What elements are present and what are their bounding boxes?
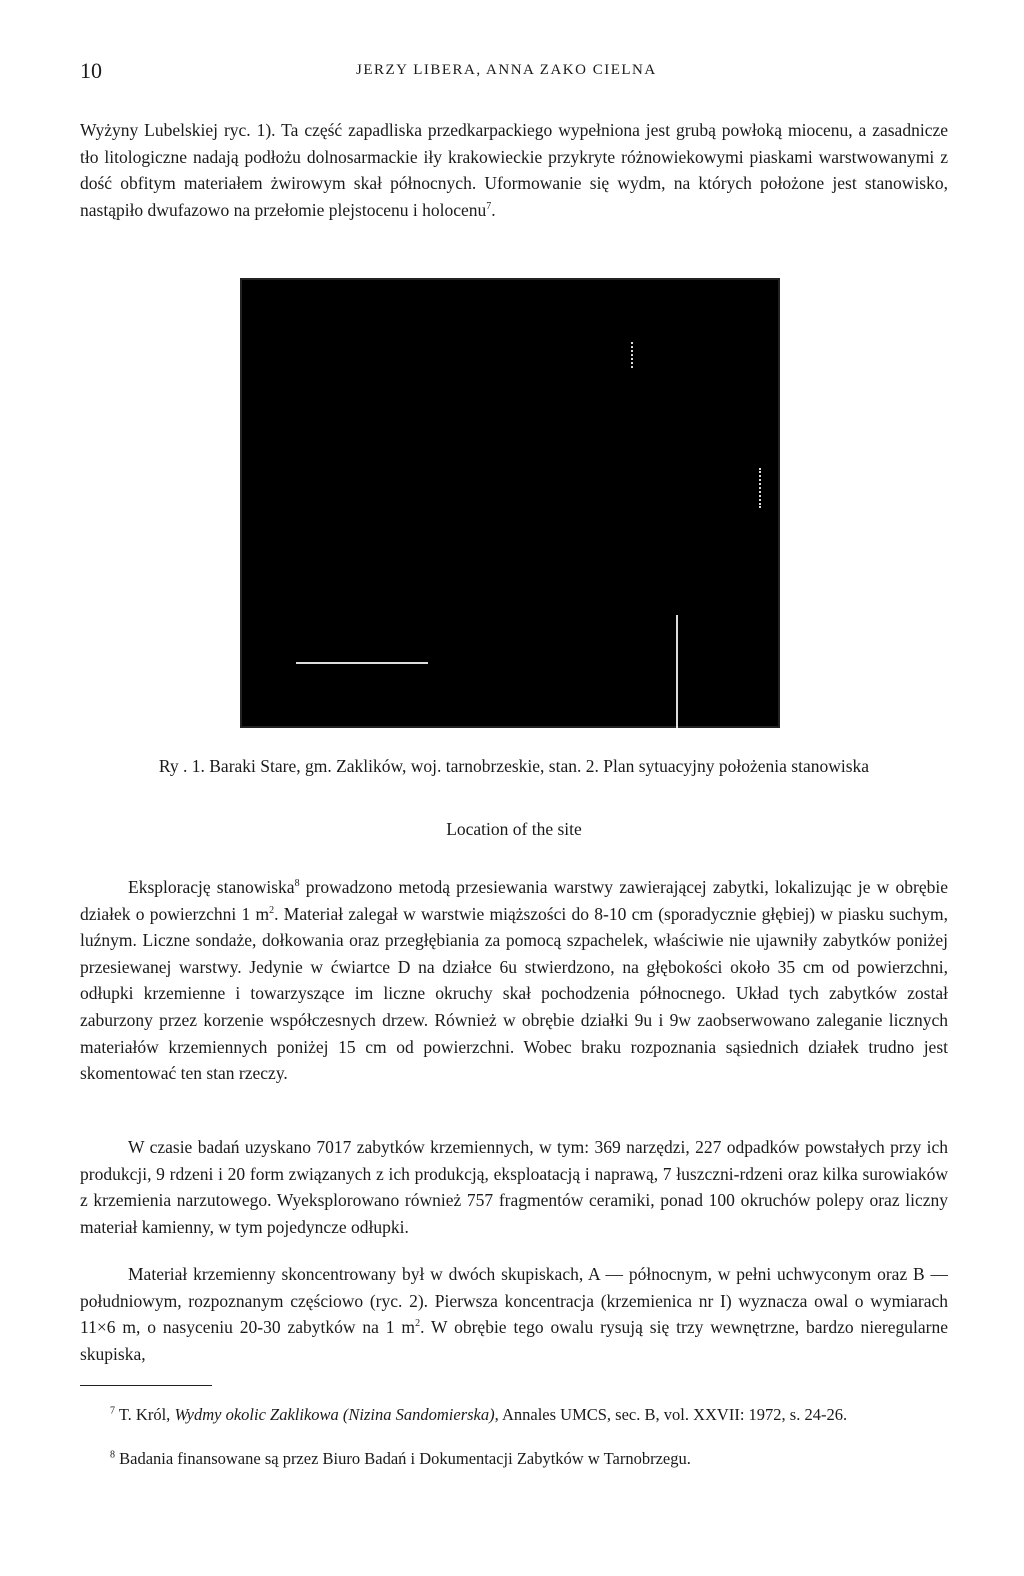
paragraph-intro	[80, 117, 948, 223]
footnote-author: T. Król,	[115, 1405, 175, 1424]
figure-caption-english: Location of the site	[446, 819, 582, 839]
footnote-text: , Annales UMCS, sec. B, vol. XXVII: 1972, s. 24-26.	[494, 1405, 848, 1424]
footnote-text: Badania finansowane są przez Biuro Badań i Dokumentacji Zabytków w Tarnobrzegu.	[115, 1449, 691, 1468]
site-location-map	[240, 278, 780, 728]
footnote-title: Wydmy okolic Zaklikowa (Nizina Sandomierska)	[174, 1405, 495, 1424]
paragraph-text: prowadzono metodą przesiewania warstwy zawierającej zabytki, lokalizując je w obrębie działek o powierzchni 1 m	[80, 877, 948, 924]
paragraph-text: . W obrębie tego owalu rysują się trzy wewnętrzne, bardzo nieregularne skupiska,	[80, 1317, 948, 1364]
paragraph-end: .	[491, 199, 496, 220]
figure-caption: Ry . 1. Baraki Stare, gm. Zaklików, woj. tarnobrzeskie, stan. 2. Plan sytuacyjny położenia stanowiska	[158, 756, 870, 776]
footnote-number: 7	[110, 1405, 115, 1417]
paragraph-finds: W czasie badań uzyskano 7017 zabytków krzemiennych, w tym: 369 narzędzi, 227 odpadków powstałych przy ich produkcji, 9 rdzeni i 20 form związanych z ich produkcją, eksploatacją i naprawą, 7 łuszczni-rdzeni oraz kilka surowiaków z krzemienia narzutowego. Wyeksplorowano również 757 fragmentów ceramiki, ponad 100 okruchów polepy oraz liczny materiał kamienny, w tym pojedyncze odłupki.	[80, 1137, 948, 1237]
superscript: 2	[269, 904, 275, 916]
map-dotted-line	[631, 342, 633, 368]
footnote-7	[80, 1404, 948, 1426]
footnote-8	[80, 1448, 948, 1470]
footnote-rule	[80, 1385, 212, 1386]
page-number: 10	[80, 58, 102, 83]
paragraph-text: Eksplorację stanowiska	[128, 877, 295, 897]
superscript: 2	[415, 1318, 421, 1330]
paragraph-concentrations	[80, 1261, 948, 1367]
footnote-ref[interactable]: 7	[486, 200, 492, 212]
running-head: JERZY LIBERA, ANNA ZAKO CIELNA	[356, 62, 657, 78]
map-road-line	[296, 662, 428, 664]
paragraph-text: Wyżyny Lubelskiej ryc. 1). Ta część zapadliska przedkarpackiego wypełniona jest grubą powłoką miocenu, a zasadnicze tło litologiczne nadają podłożu dolnosarmackie iły krakowieckie przykryte różnowiekowymi piaskami warstwowanymi z dość obfitym materiałem żwirowym skał północnych. Uformowanie się wydm, na których położone jest stanowisko, nastąpiło dwufazowo na przełomie plejstocenu i holocenu	[80, 120, 948, 220]
footnote-ref[interactable]: 8	[294, 878, 300, 890]
paragraph-text: . Materiał zalegał w warstwie miąższości do 8-10 cm (sporadycznie głębiej) w piasku suchym, luźnym. Liczne sondaże, dołkowania oraz przegłębiania za pomocą szpachelek, właściwie nie ujawniły zabytków poniżej przesiewanej warstwy. Jedynie w ćwiartce D na działce 6u stwierdzono, na głębokości około 35 cm od powierzchni, odłupki krzemienne i towarzyszące im liczne okruchy skał pochodzenia północnego. Układ tych zabytków został zaburzony przez korzenie współczesnych drzew. Również w obrębie działki 9u i 9w zaobserwowano zaleganie licznych materiałów krzemiennych poniżej 15 cm od powierzchni. Wobec braku rozpoznania sąsiednich działek trudno jest skomentować ten stan rzeczy.	[80, 903, 948, 1084]
footnote-number: 8	[110, 1449, 115, 1461]
paragraph-text: Materiał krzemienny skoncentrowany był w dwóch skupiskach, A — północnym, w pełni uchwyconym oraz B — południowym, rozpoznanym częściowo (ryc. 2). Pierwsza koncentracja (krzemienica nr I) wyznacza owal o wymiarach 11×6 m, o nasyceniu 20-30 zabytków na 1 m	[80, 1264, 948, 1338]
map-dotted-line	[759, 468, 761, 508]
map-road-line	[676, 615, 678, 728]
paragraph-exploration	[80, 874, 948, 1087]
